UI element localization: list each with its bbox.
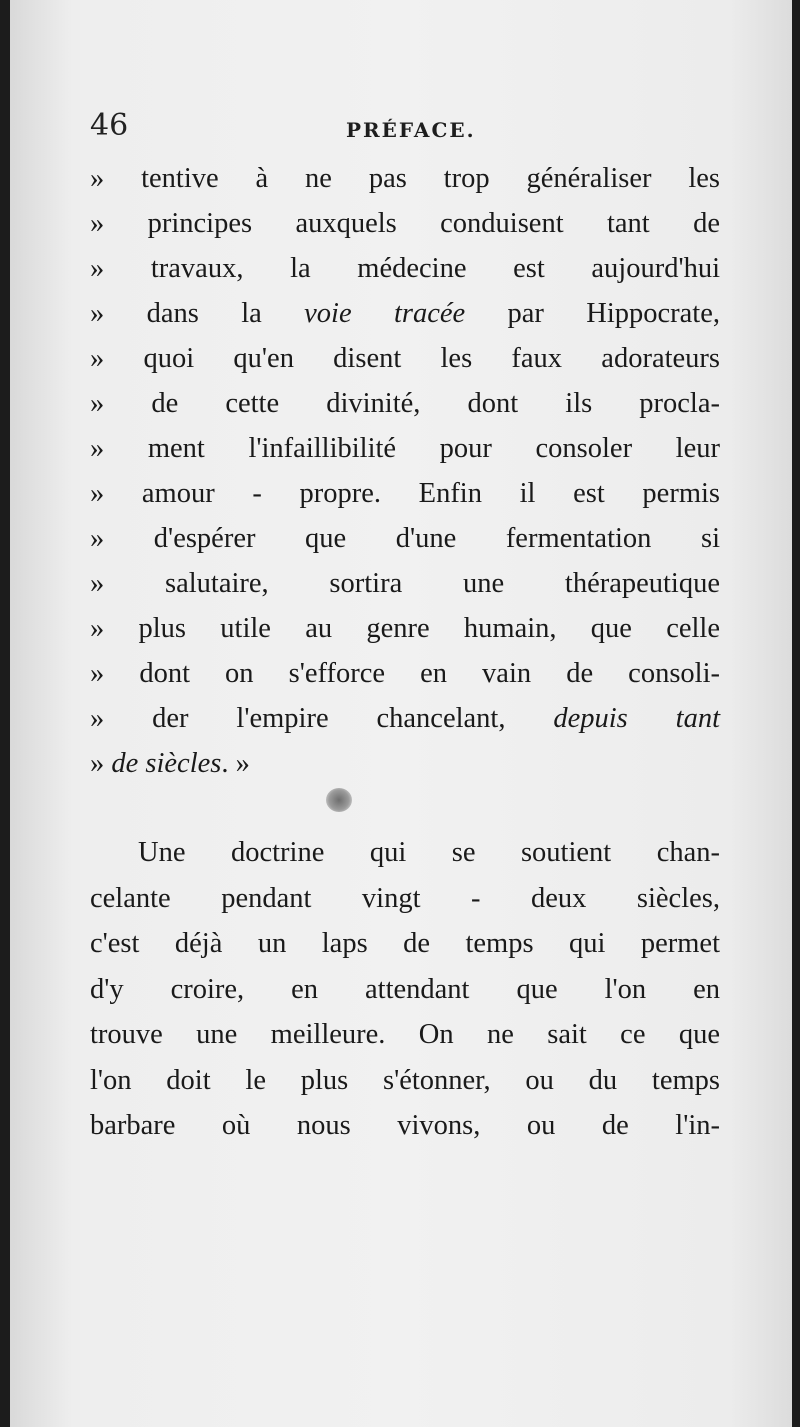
quote-line: » amour - propre. Enfin il est permis bbox=[90, 478, 720, 509]
paragraph-line: celante pendant vingt - deux siècles, bbox=[90, 882, 720, 914]
quote-line: » quoi qu'en disent les faux adorateurs bbox=[90, 343, 720, 374]
quote-line-text: » der l'empire chancelant, bbox=[90, 703, 554, 734]
quote-line bbox=[90, 741, 720, 786]
paragraph-line: Une doctrine qui se soutient chan- bbox=[138, 837, 720, 868]
quoted-passage bbox=[90, 156, 720, 786]
quote-line: » travaux, la médecine est aujourd'hui bbox=[90, 253, 720, 284]
italic-phrase: de siècles bbox=[111, 748, 222, 779]
book-page bbox=[10, 0, 792, 1427]
paragraph-line: barbare où nous vivons, ou de l'in- bbox=[90, 1110, 720, 1141]
quote-line-text: » bbox=[90, 748, 112, 779]
italic-phrase: depuis tant bbox=[553, 703, 720, 734]
quote-line: » d'espérer que d'une fermentation si bbox=[90, 523, 720, 554]
quote-line: » ment l'infaillibilité pour consoler leur bbox=[90, 433, 720, 464]
page-header bbox=[90, 108, 720, 148]
body-paragraph bbox=[90, 830, 720, 1149]
paragraph-line: d'y croire, en attendant que l'on en bbox=[90, 973, 720, 1005]
quote-line: » plus utile au genre humain, que celle bbox=[90, 613, 720, 644]
quote-line bbox=[90, 291, 720, 336]
quote-line-text: par Hippocrate, bbox=[465, 298, 720, 329]
paragraph-line: c'est déjà un laps de temps qui permet bbox=[90, 928, 720, 959]
quote-line: » principes auxquels conduisent tant de bbox=[90, 208, 720, 239]
quote-line: » salutaire, sortira une thérapeutique bbox=[90, 568, 720, 599]
running-head: PRÉFACE. bbox=[346, 118, 476, 142]
quote-line: » de cette divinité, dont ils procla- bbox=[90, 388, 720, 419]
italic-phrase: voie tracée bbox=[304, 298, 466, 329]
page-number: 46 bbox=[90, 108, 129, 143]
paragraph-line: l'on doit le plus s'étonner, ou du temps bbox=[90, 1064, 720, 1096]
quote-line-text: » dans la bbox=[90, 298, 305, 329]
paragraph-line: trouve une meilleure. On ne sait ce que bbox=[90, 1019, 720, 1050]
quote-line: » dont on s'efforce en vain de consoli- bbox=[90, 658, 720, 689]
ink-spot bbox=[326, 788, 352, 812]
quote-line-text: . » bbox=[221, 748, 250, 779]
quote-line bbox=[90, 696, 720, 741]
quote-line: » tentive à ne pas trop généraliser les bbox=[90, 163, 720, 194]
